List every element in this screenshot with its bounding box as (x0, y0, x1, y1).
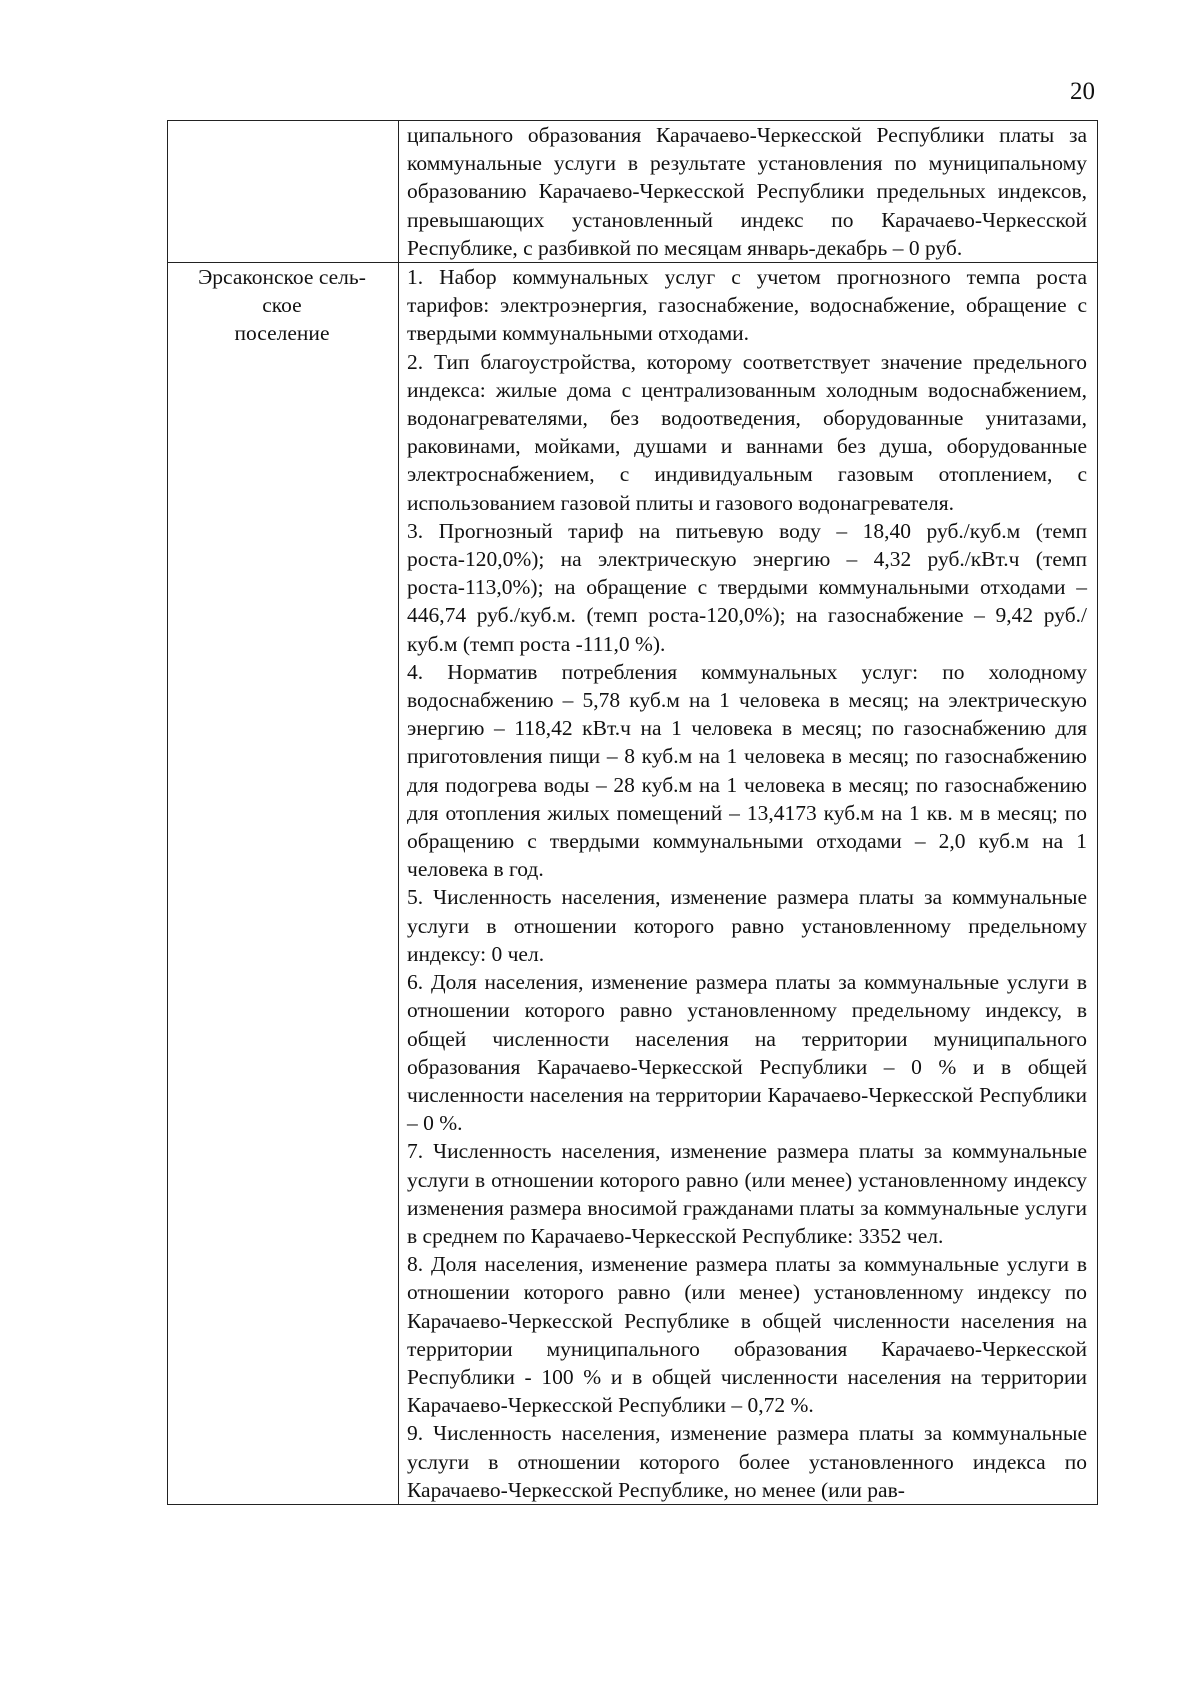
paragraph: 1. Набор коммунальных услуг с учетом прогнозного темпа роста тарифов: электроэнергия, газоснабжение, водоснабжение, обращение с твердыми коммунальными отходами. (407, 265, 1087, 346)
table-row (168, 263, 1098, 1505)
description-cell (399, 121, 1098, 263)
paragraph: 4. Норматив потребления коммунальных услуг: по холодному водоснабжению – 5,78 куб.м на 1 человека в месяц; на электрическую энергию – 118,42 кВт.ч на 1 человека в месяц; по газоснабжению для приготовления пищи – 8 куб.м на 1 человека в месяц; по газоснабжению для подогрева воды – 28 куб.м на 1 человека в месяц; по газоснабжению для отопления жилых помещений – 13,4173 куб.м на 1 кв. м в месяц; по обращению с твердыми коммунальными отходами – 2,0 куб.м на 1 человека в год. (407, 659, 1087, 882)
paragraph: 2. Тип благоустройства, которому соответствует значение предельного индекса: жилые дома с централизованным холодным водоснабжением, водонагревателями, без водоотведения, оборудованные унитазами, раковинами, мойками, душами и ваннами без душа, оборудованные электроснабжением, с индивидуальным газовым отоплением, с использованием газовой плиты и газового водонагревателя. (407, 349, 1087, 515)
paragraph: 3. Прогнозный тариф на питьевую воду – 18,40 руб./куб.м (темп роста-120,0%); на электрическую энергию – 4,32 руб./кВт.ч (темп роста-113,0%); на обращение с твердыми коммунальными отходами – 446,74 руб./куб.м. (темп роста-120,0%); на газоснабжение – 9,42 руб./куб.м (темп роста -111,0 %). (407, 518, 1087, 656)
paragraph: 9. Численность населения, изменение размера платы за коммунальные услуги в отношении которого более установленного индекса по Карачаево-Черкесской Республике, но менее (или рав- (407, 1421, 1087, 1502)
page-number: 20 (1070, 78, 1095, 105)
municipality-name-line: поселение (234, 321, 330, 346)
municipality-cell (168, 263, 399, 1505)
paragraph: 7. Численность населения, изменение размера платы за коммунальные услуги в отношении которого равно (или менее) установленному индексу изменения размера вносимой гражданами платы за коммунальные услуги в среднем по Карачаево-Черкесской Республике: 3352 чел. (407, 1139, 1087, 1248)
paragraph: 6. Доля населения, изменение размера платы за коммунальные услуги в отношении которого равно установленному предельному индексу, в общей численности населения на территории муниципального образования Карачаево-Черкесской Республики – 0 % и в общей численности населения на территории Карачаево-Черкесской Республики – 0 %. (407, 970, 1087, 1136)
municipality-cell (168, 121, 399, 263)
document-table (167, 120, 1098, 1505)
municipality-name-line: Эрсаконское сель- (198, 265, 366, 290)
table-row (168, 121, 1098, 263)
paragraph: 5. Численность населения, изменение размера платы за коммунальные услуги в отношении которого равно установленному предельному индексу: 0 чел. (407, 885, 1087, 966)
paragraph: 8. Доля населения, изменение размера платы за коммунальные услуги в отношении которого равно (или менее) установленному индексу по Карачаево-Черкесской Республике в общей численности населения на территории муниципального образования Карачаево-Черкесской Республики - 100 % и в общей численности населения на территории Карачаево-Черкесской Республики – 0,72 %. (407, 1252, 1087, 1418)
description-cell (399, 263, 1098, 1505)
paragraph: ципального образования Карачаево-Черкесской Республики платы за коммунальные услуги в результате установления по муниципальному образованию Карачаево-Черкесской Республики предельных индексов, превышающих установленный индекс по Карачаево-Черкесской Республике, с разбивкой по месяцам январь-декабрь – 0 руб. (407, 123, 1087, 260)
municipality-name-line: ское (262, 293, 302, 318)
